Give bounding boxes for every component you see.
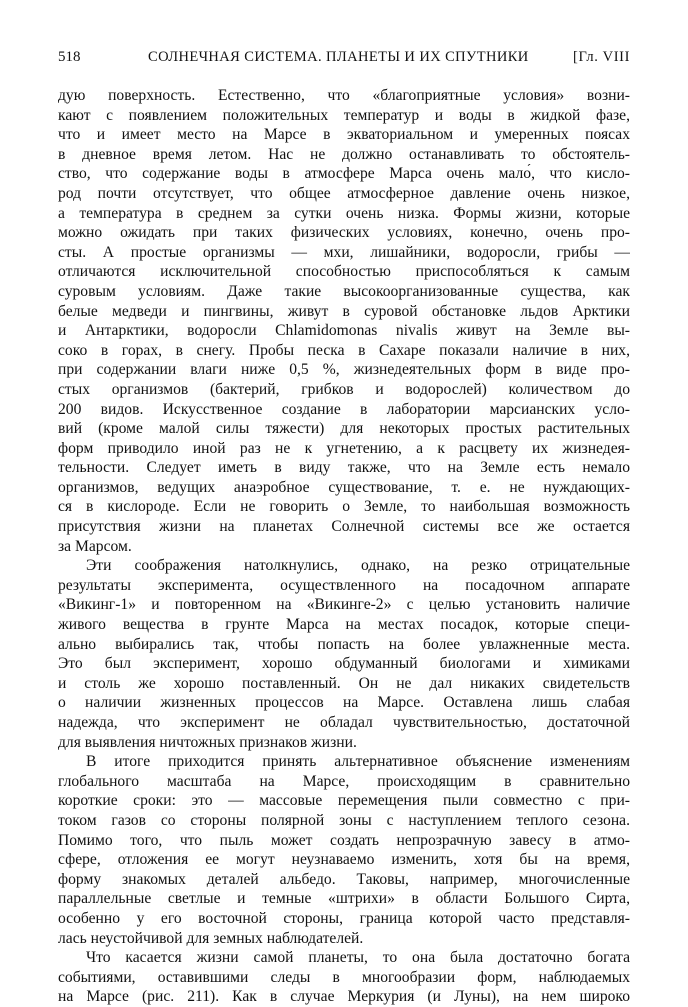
text-line: что и имеет место на Марсе в экваториальном и умеренных поясах	[58, 126, 630, 144]
chapter-reference: [Гл. VIII	[573, 49, 630, 65]
text-line: параллельные светлые и темные «штрихи» в области Большого Сирта,	[58, 890, 630, 908]
text-line: результаты эксперимента, осуществленного на посадочном аппарате	[58, 576, 630, 594]
text-line: тельности. Следует иметь в виду также, что на Земле есть немало	[58, 459, 630, 477]
text-line: для выявления ничтожных признаков жизни.	[58, 733, 357, 751]
paragraph	[58, 556, 630, 752]
text-line: форм приводило иной раз не к угнетению, а к расцвету их жизнедея-	[58, 439, 630, 457]
text-line: живого вещества в грунте Марса на местах посадок, которые специ-	[58, 616, 630, 634]
text-line: на Марсе (рис. 211). Как в случае Меркурия (и Луны), на нем широко	[58, 988, 630, 1006]
text-line: ство, что содержание воды в атмосфере Марса очень мало́, что кисло-	[58, 165, 630, 183]
text-line: белые медведи и пингвины, живут в суровой обстановке льдов Арктики	[58, 302, 630, 320]
text-line: Помимо того, что пыль может создать непрозрачную завесу в атмо-	[58, 831, 630, 849]
running-title: СОЛНЕЧНАЯ СИСТЕМА. ПЛАНЕТЫ И ИХ СПУТНИКИ	[148, 49, 529, 65]
text-line: особенно у его восточной стороны, граница которой часто представля-	[58, 909, 630, 927]
book-page	[58, 44, 630, 1007]
text-line: сфере, отложения ее могут неузнаваемо изменить, хотя бы на время,	[58, 851, 630, 869]
text-line: суровым условиям. Даже такие высокоорганизованные существа, как	[58, 282, 630, 300]
text-line: 200 видов. Искусственное создание в лаборатории марсианских усло-	[58, 400, 630, 418]
text-line: род почти отсутствует, что общее атмосферное давление очень низкое,	[58, 184, 630, 202]
text-line: организмов, ведущих анаэробное существование, т. е. не нуждающих-	[58, 478, 630, 496]
text-line: а температура в среднем за сутки очень низка. Формы жизни, которые	[58, 204, 630, 222]
paragraph	[58, 752, 630, 948]
text-line: током газов со стороны полярной зоны с наступлением теплого сезона.	[58, 811, 630, 829]
text-line: о наличии жизненных процессов на Марсе. Оставлена лишь слабая	[58, 694, 630, 712]
text-line: лась неустойчивой для земных наблюдателей.	[58, 929, 364, 947]
text-line: глобального масштаба на Марсе, происходящим в сравнительно	[58, 772, 630, 790]
text-line: Что касается жизни самой планеты, то она была достаточно богата	[86, 949, 630, 967]
text-line: и Антарктики, водоросли Chlamidomonas nivalis живут на Земле вы-	[58, 322, 630, 340]
text-line: можно ожидать при таких физических условиях, конечно, очень про-	[58, 224, 630, 242]
text-line: форму знакомых деталей альбедо. Таковы, например, многочисленные	[58, 870, 630, 888]
text-line: событиями, оставившими следы в многообразии форм, наблюдаемых	[58, 968, 630, 986]
text-line: короткие сроки: это — массовые перемещения пыли совместно с при-	[58, 792, 630, 810]
text-line: сты. А простые организмы — мхи, лишайники, водоросли, грибы —	[58, 243, 630, 261]
text-line: Эти соображения натолкнулись, однако, на резко отрицательные	[86, 557, 630, 575]
text-line: ально выбирались так, чтобы попасть на более увлажненные места.	[58, 635, 630, 653]
body-text	[58, 86, 630, 1007]
text-line: за Марсом.	[58, 537, 132, 555]
text-line: В итоге приходится принять альтернативное объяснение изменениям	[86, 753, 630, 771]
text-line: надежда, что эксперимент не обладал чувствительностью, достаточной	[58, 714, 630, 731]
text-line: стых организмов (бактерий, грибков и водорослей) количеством до	[58, 380, 630, 398]
text-line: ся в кислороде. Если не говорить о Земле, то наибольшая возможность	[58, 498, 630, 516]
text-line: и столь же хорошо поставленный. Он не дал никаких свидетельств	[58, 674, 630, 692]
text-line: при содержании влаги ниже 0,5 %, жизнедеятельных форм в виде про-	[58, 361, 630, 379]
text-line: Это был эксперимент, хорошо обдуманный биологами и химиками	[58, 655, 630, 673]
text-line: присутствия жизни на планетах Солнечной системы все же остается	[58, 518, 630, 536]
text-line: кают с появлением положительных температур и воды в жидкой фазе,	[58, 106, 630, 124]
page-header	[58, 44, 630, 70]
paragraph	[58, 948, 630, 1007]
text-line: в дневное время летом. Нас не должно останавливать то обстоятель-	[58, 145, 630, 163]
text-line: вий (кроме малой силы тяжести) для некоторых простых растительных	[58, 420, 630, 438]
text-line: дую поверхность. Естественно, что «благоприятные условия» возни-	[58, 87, 630, 104]
text-line: соко в горах, в снегу. Пробы песка в Сахаре показали наличие в них,	[58, 341, 630, 359]
paragraph	[58, 86, 630, 556]
text-line: отличаются исключительной способностью приспособляться к самым	[58, 263, 630, 281]
page-number: 518	[58, 49, 81, 65]
text-line: «Викинг-1» и повторенном на «Викинге-2» с целью установить наличие	[58, 596, 630, 614]
